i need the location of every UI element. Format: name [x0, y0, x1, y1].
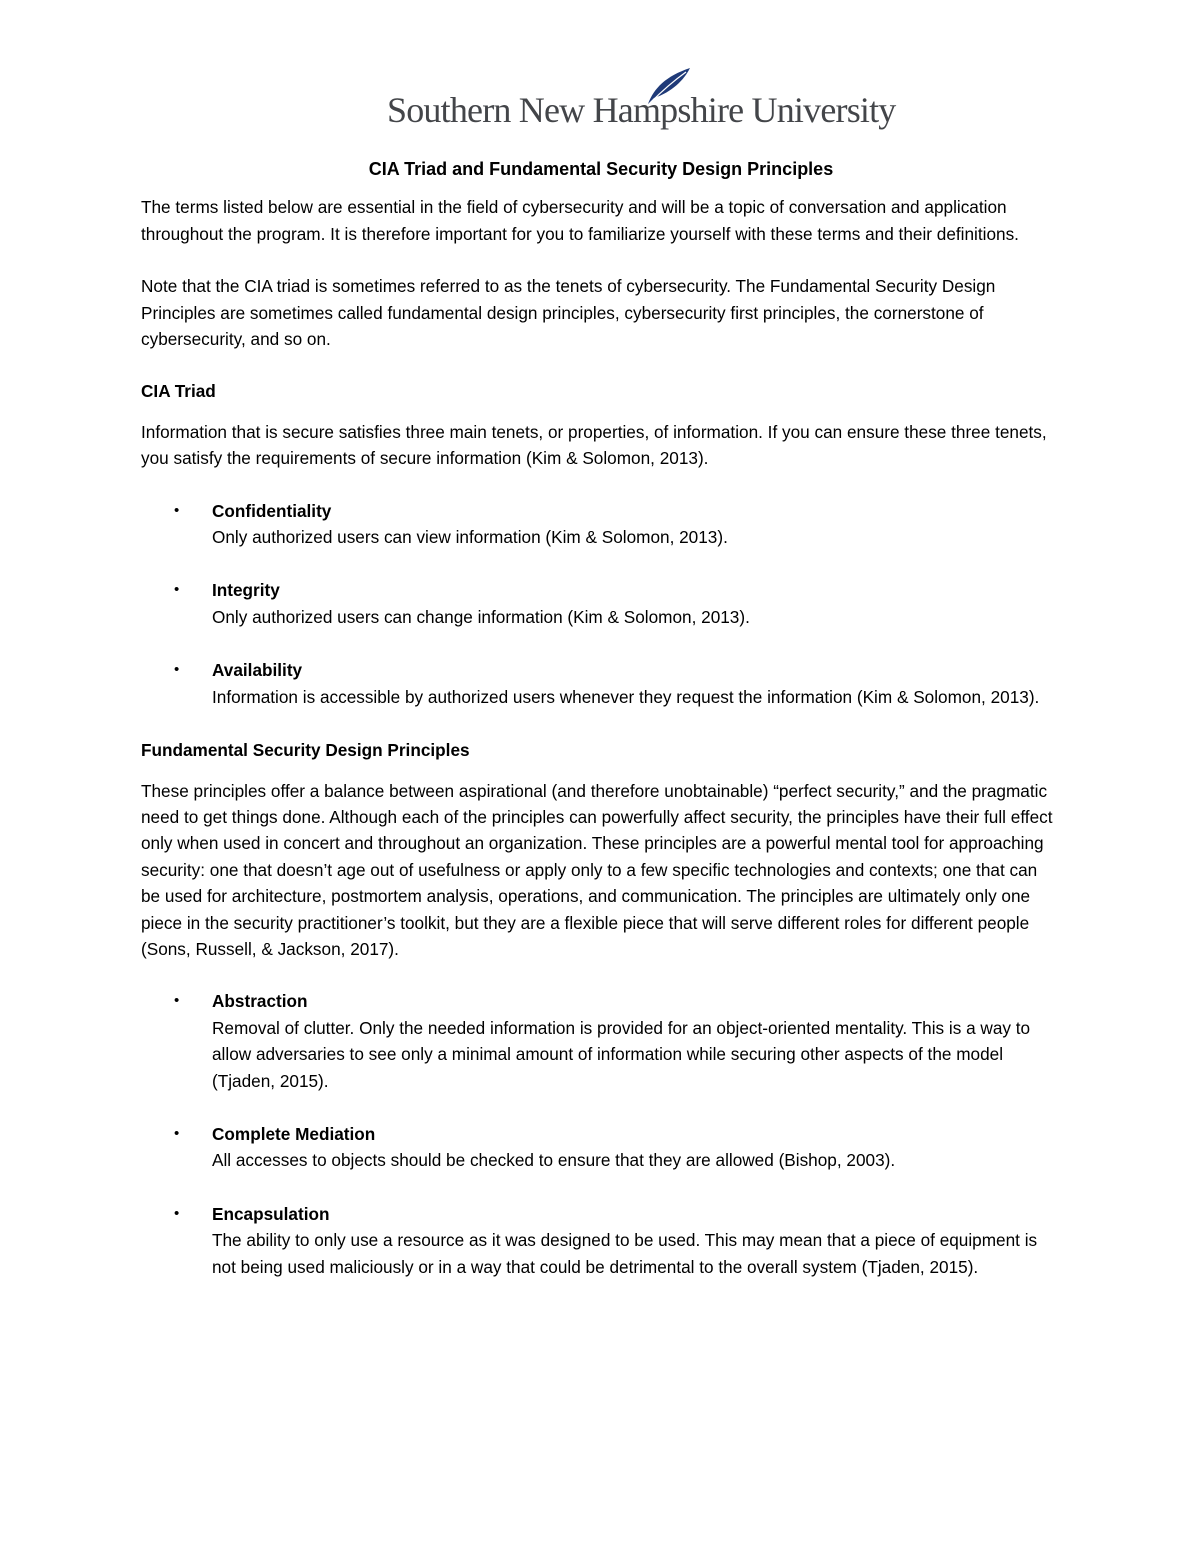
definition-confidentiality: Only authorized users can view information (Kim & Solomon, 2013). [212, 527, 728, 548]
document-body [141, 156, 1061, 1307]
document-title: CIA Triad and Fundamental Security Design Principles [368, 159, 834, 179]
university-name: Southern New Hampshire University [387, 90, 896, 130]
definition-availability: Information is accessible by authorized users whenever they request the information (Kim & Solomon, 2013). [212, 686, 1040, 707]
bullet-icon: • [174, 1124, 180, 1142]
definition-abstraction: Removal of clutter. Only the needed information is provided for an object-oriented mentality. This is a way to allow adversaries to see only a minimal amount of information while securing other aspects of the model (Tjaden, 2015). [212, 1017, 1031, 1091]
term-integrity: Integrity [212, 580, 280, 601]
intro-paragraph-1: The terms listed below are essential in the field of cybersecurity and will be a topic of conversation and application throughout the program. It is therefore important for you to familiarize yourself with these terms and their definitions. [141, 197, 1019, 244]
list-item [141, 1121, 1061, 1174]
list-item [141, 988, 1061, 1094]
fsdp-heading: Fundamental Security Design Principles [141, 740, 470, 761]
definition-integrity: Only authorized users can change information (Kim & Solomon, 2013). [212, 606, 750, 627]
fsdp-intro: These principles offer a balance between aspirational (and therefore unobtainable) “perfect security,” and the pragmatic need to get things done. Although each of the principles can powerfully affect security, the principles have their full effect only when used in concert and throughout an organization. These principles are a powerful mental tool for approaching security: one that doesn’t age out of usefulness or apply only to a few specific technologies and contexts; one that can be used for architecture, postmortem analysis, operations, and communication. The principles are ultimately only one piece in the security practitioner’s toolkit, but they are a flexible piece that will serve different roles for different people (Sons, Russell, & Jackson, 2017). [141, 780, 1053, 959]
bullet-icon: • [174, 501, 180, 519]
term-complete-mediation: Complete Mediation [212, 1123, 376, 1144]
term-availability: Availability [212, 660, 303, 681]
list-item [141, 577, 1061, 630]
intro-paragraph-2: Note that the CIA triad is sometimes referred to as the tenets of cybersecurity. The Fundamental Security Design Principles are sometimes called fundamental design principles, cybersecurity first principles, the cornerstone of cybersecurity, and so on. [141, 276, 996, 350]
definition-complete-mediation: All accesses to objects should be checked to ensure that they are allowed (Bishop, 2003). [212, 1150, 896, 1171]
bullet-icon: • [174, 661, 180, 679]
list-item [141, 657, 1061, 710]
cia-triad-heading: CIA Triad [141, 381, 216, 402]
term-confidentiality: Confidentiality [212, 500, 332, 521]
fsdp-list [141, 988, 1061, 1280]
bullet-icon: • [174, 581, 180, 599]
term-encapsulation: Encapsulation [212, 1203, 330, 1224]
bullet-icon: • [174, 1204, 180, 1222]
list-item [141, 1201, 1061, 1280]
bullet-icon: • [174, 992, 180, 1010]
cia-triad-intro: Information that is secure satisfies three main tenets, or properties, of information. If you can ensure these three tenets, you satisfy the requirements of secure information (Kim & Solomon, 2013). [141, 421, 1047, 469]
cia-triad-list [141, 498, 1061, 710]
university-logo [387, 66, 896, 136]
term-abstraction: Abstraction [212, 991, 308, 1012]
list-item [141, 498, 1061, 551]
definition-encapsulation: The ability to only use a resource as it was designed to be used. This may mean that a piece of equipment is not being used maliciously or in a way that could be detrimental to the overall system (Tjaden, 2015). [212, 1230, 1038, 1277]
